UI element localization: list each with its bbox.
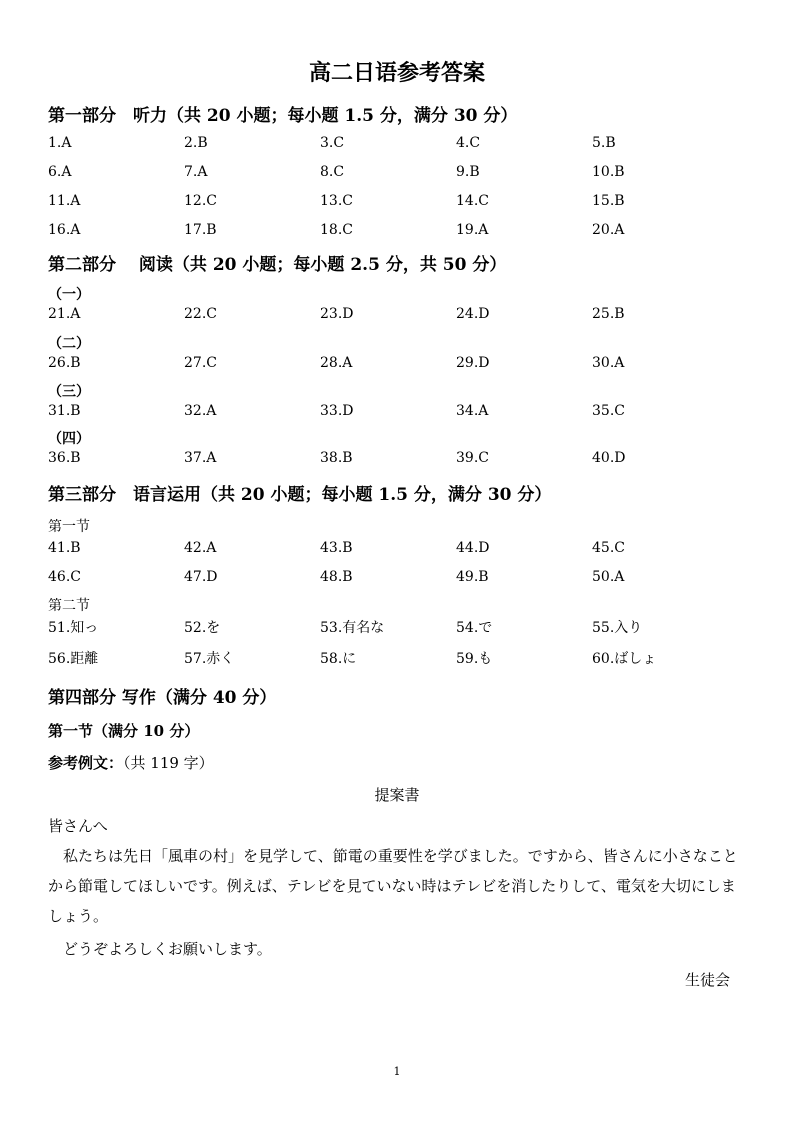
answer: 54.で <box>456 620 493 636</box>
answer: 16.A <box>48 222 81 238</box>
answer: 20.A <box>592 222 625 238</box>
answer: 39.C <box>456 450 489 466</box>
answer: 29.D <box>456 355 490 371</box>
answer: 34.A <box>456 403 489 419</box>
answer: 30.A <box>592 355 625 371</box>
answer: 56.距離 <box>48 651 99 667</box>
answer: 10.B <box>592 164 625 180</box>
part3-heading: 第三部分 语言运用（共 20 小题；每小题 1.5 分，满分 30 分） <box>48 485 552 505</box>
answer: 27.C <box>184 355 217 371</box>
answer: 18.C <box>320 222 353 238</box>
salutation: 皆さんへ <box>48 817 108 835</box>
section-label: 第一节 <box>48 519 90 535</box>
answer: 6.A <box>48 164 72 180</box>
answer: 15.B <box>592 193 625 209</box>
answer: 52.を <box>184 620 221 636</box>
answer: 12.C <box>184 193 217 209</box>
group-label: （四） <box>48 431 90 447</box>
answer: 58.に <box>320 651 357 667</box>
answer: 35.C <box>592 403 625 419</box>
answer: 44.D <box>456 540 490 556</box>
answer: 36.B <box>48 450 81 466</box>
answer: 14.C <box>456 193 489 209</box>
answer: 2.B <box>184 135 208 151</box>
group-label: （一） <box>48 287 90 303</box>
answer: 40.D <box>592 450 626 466</box>
answer: 38.B <box>320 450 353 466</box>
answer: 11.A <box>48 193 81 209</box>
answer: 4.C <box>456 135 481 151</box>
answer: 7.A <box>184 164 208 180</box>
section-label: 第一节（满分 10 分） <box>48 722 200 740</box>
group-label: （三） <box>48 384 90 400</box>
answer: 47.D <box>184 569 218 585</box>
answer: 43.B <box>320 540 353 556</box>
answer: 37.A <box>184 450 217 466</box>
answer: 45.C <box>592 540 625 556</box>
answer: 23.D <box>320 306 354 322</box>
answer: 41.B <box>48 540 81 556</box>
answer: 49.B <box>456 569 489 585</box>
answer: 17.B <box>184 222 217 238</box>
answer: 13.C <box>320 193 353 209</box>
answer: 5.B <box>592 135 616 151</box>
answer: 24.D <box>456 306 490 322</box>
answer: 48.B <box>320 569 353 585</box>
answer: 59.も <box>456 651 493 667</box>
letter-body: 私たちは先日「風車の村」を見学して、節電の重要性を学びました。ですから、皆さんに小さなことから節電してほしいです。例えば、テレビを見ていない時はテレビを消したりして、電気を大切にしましょう。 <box>48 847 738 925</box>
answer: 28.A <box>320 355 353 371</box>
answer: 31.B <box>48 403 81 419</box>
answer: 46.C <box>48 569 81 585</box>
group-label: （二） <box>48 336 90 352</box>
example-label: 参考例文： <box>48 754 124 772</box>
signature: 生徒会 <box>684 971 730 989</box>
answer: 33.D <box>320 403 354 419</box>
answer: 1.A <box>48 135 72 151</box>
part2-heading: 第二部分 阅读（共 20 小题；每小题 2.5 分，共 50 分） <box>48 255 507 275</box>
part1-heading: 第一部分 听力（共 20 小题；每小题 1.5 分，满分 30 分） <box>48 106 518 126</box>
answer: 26.B <box>48 355 81 371</box>
word-count: （共 119 字） <box>123 754 214 772</box>
part4-heading: 第四部分 写作（满分 40 分） <box>48 688 277 708</box>
answer: 9.B <box>456 164 480 180</box>
letter-title: 提案書 <box>374 786 420 804</box>
letter-closing: どうぞよろしくお願いします。 <box>48 940 272 958</box>
answer: 53.有名な <box>320 620 385 636</box>
answer: 51.知っ <box>48 620 99 636</box>
answer: 22.C <box>184 306 217 322</box>
answer: 50.A <box>592 569 625 585</box>
section-label: 第二节 <box>48 598 90 614</box>
answer: 3.C <box>320 135 345 151</box>
example-line <box>48 752 214 773</box>
page-title: 高二日语参考答案 <box>308 60 485 86</box>
answer: 57.赤く <box>184 651 235 667</box>
answer: 8.C <box>320 164 345 180</box>
answer: 42.A <box>184 540 217 556</box>
answer: 32.A <box>184 403 217 419</box>
page-number: 1 <box>393 1065 401 1078</box>
answer: 25.B <box>592 306 625 322</box>
answer: 21.A <box>48 306 81 322</box>
answer: 60.ばしょ <box>592 651 657 667</box>
answer: 19.A <box>456 222 489 238</box>
answer: 55.入り <box>592 620 643 636</box>
